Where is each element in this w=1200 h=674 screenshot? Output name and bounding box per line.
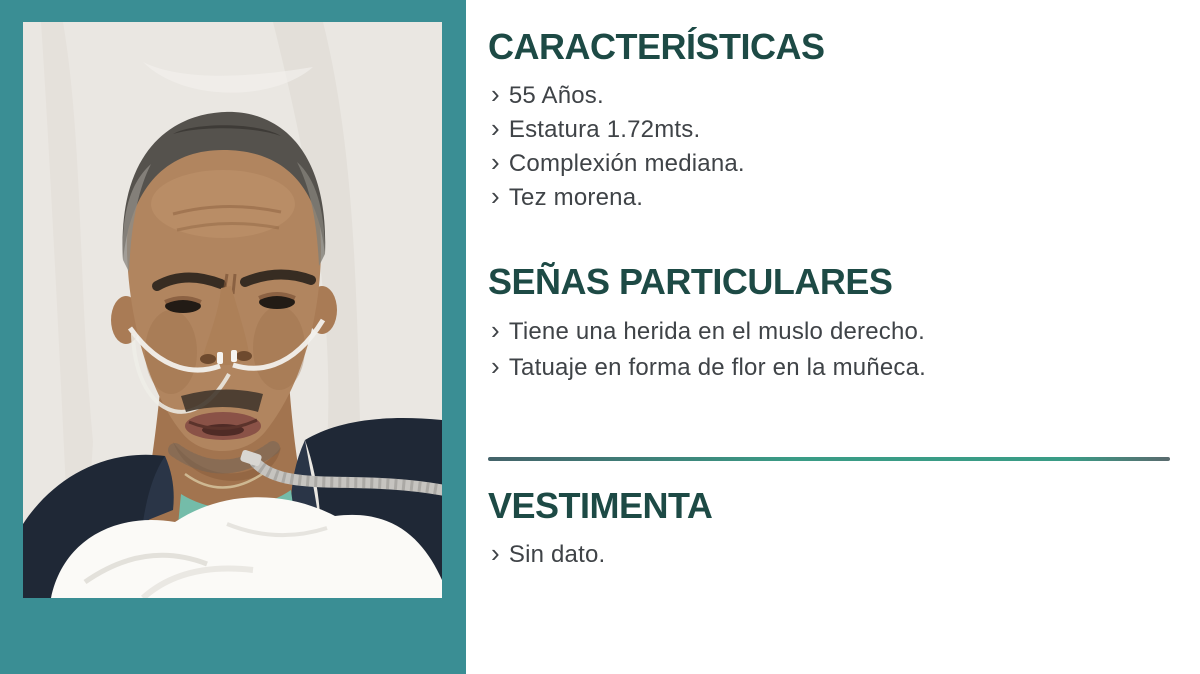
chevron-bullet-icon: › xyxy=(491,537,500,568)
list-item-text: Estatura 1.72mts. xyxy=(508,115,701,143)
chevron-bullet-icon: › xyxy=(491,146,500,177)
list-item-text: Tiene una herida en el muslo derecho. xyxy=(508,317,925,345)
list-item-text: Sin dato. xyxy=(508,540,606,568)
list-item xyxy=(488,112,825,146)
list-item-text: 55 Años. xyxy=(508,81,604,109)
section-caracteristicas xyxy=(488,27,825,214)
list-item xyxy=(488,146,825,180)
list-item-text: Tez morena. xyxy=(508,183,644,211)
feature-list-senas-particulares xyxy=(488,313,926,385)
chevron-bullet-icon: › xyxy=(491,350,500,381)
patient-photo xyxy=(23,22,442,598)
photo-frame xyxy=(23,22,442,598)
list-item-text: Tatuaje en forma de flor en la muñeca. xyxy=(508,353,927,381)
list-item xyxy=(488,349,926,385)
section-senas-particulares xyxy=(488,262,926,385)
section-title-senas-particulares: SEÑAS PARTICULARES xyxy=(488,261,893,302)
list-item xyxy=(488,180,825,214)
section-divider xyxy=(488,457,1170,461)
list-item xyxy=(488,78,825,112)
chevron-bullet-icon: › xyxy=(491,180,500,211)
list-item xyxy=(488,313,926,349)
chevron-bullet-icon: › xyxy=(491,314,500,345)
chevron-bullet-icon: › xyxy=(491,78,500,109)
photo-panel xyxy=(0,0,466,674)
feature-list-caracteristicas xyxy=(488,78,825,214)
section-title-vestimenta: VESTIMENTA xyxy=(488,485,713,526)
feature-list-vestimenta xyxy=(488,537,712,571)
section-vestimenta xyxy=(488,486,712,571)
section-title-caracteristicas: CARACTERÍSTICAS xyxy=(488,26,825,67)
details-content xyxy=(488,0,1200,674)
chevron-bullet-icon: › xyxy=(491,112,500,143)
list-item-text: Complexión mediana. xyxy=(508,149,745,177)
list-item xyxy=(488,537,712,571)
